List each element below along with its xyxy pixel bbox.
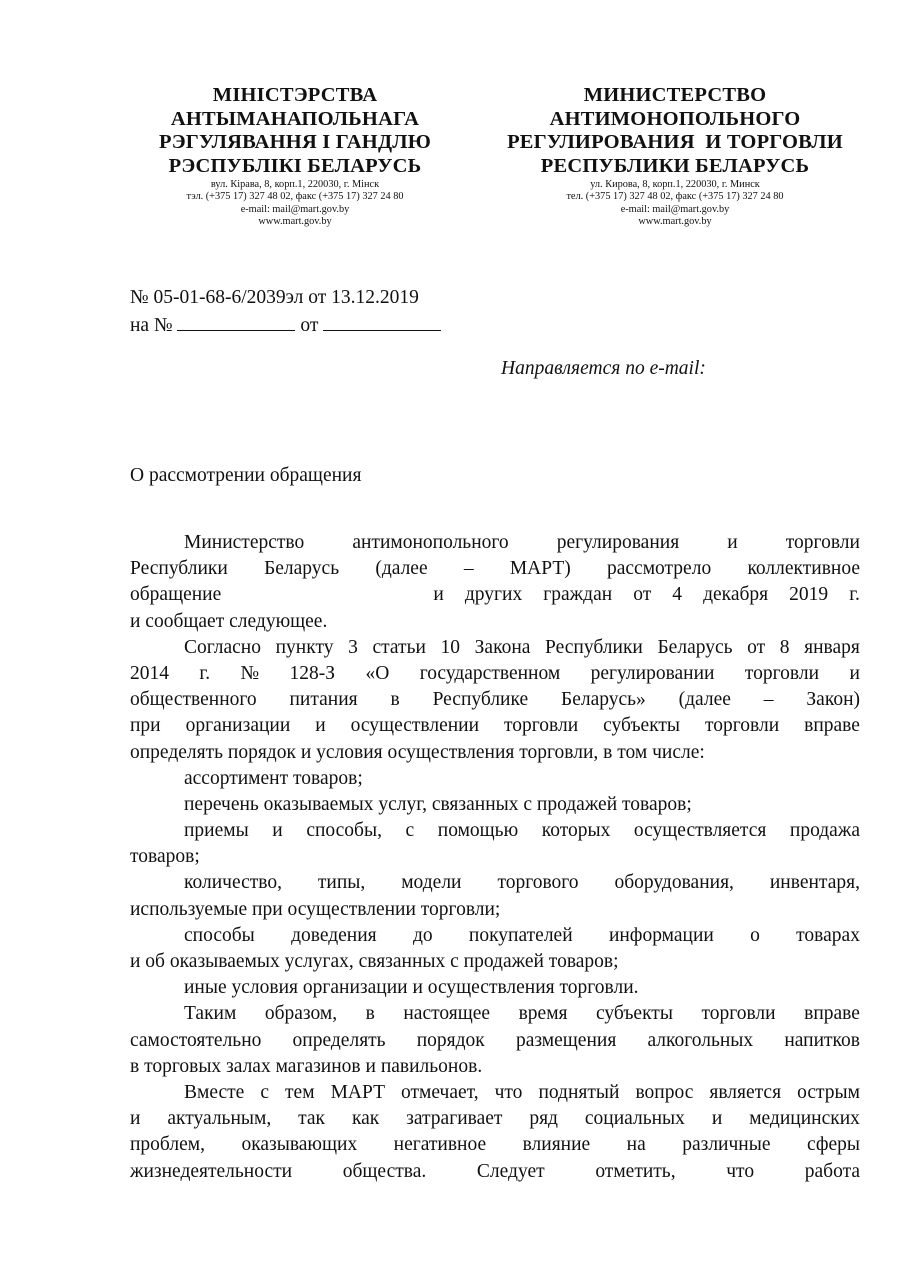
word: продажа — [789, 820, 860, 842]
word: Республики — [130, 558, 228, 580]
body-line: перечень оказываемых услуг, связанных с продажей товаров; — [184, 793, 692, 815]
word: от — [747, 636, 766, 658]
word: так — [298, 1108, 326, 1130]
letter-subject: О рассмотрении обращения — [130, 465, 362, 486]
word: с — [260, 1081, 269, 1103]
word: при — [130, 715, 161, 737]
word: и — [727, 532, 738, 553]
word: г. — [199, 662, 211, 684]
word: (далее — [375, 558, 428, 580]
word: товарах — [796, 924, 860, 946]
word: рассмотрело — [607, 558, 712, 580]
ministry-name-ru — [490, 84, 860, 178]
word: торговли — [785, 532, 860, 553]
word: статьи — [372, 636, 426, 658]
ministry-name-line: РЕСПУБЛИКИ БЕЛАРУСЬ — [540, 154, 810, 177]
redacted-gap — [242, 582, 412, 608]
letterhead-russian — [490, 84, 860, 229]
word: Беларусь — [264, 558, 340, 580]
reply-number-blank — [177, 312, 295, 331]
word: оборудования, — [614, 872, 734, 894]
word: осуществлении — [350, 715, 480, 737]
word: Следует — [476, 1160, 545, 1182]
reply-to-line — [130, 312, 441, 340]
word: питания — [289, 689, 358, 711]
word: – — [463, 558, 474, 580]
ministry-name-line: МІНІСТЭРСТВА — [212, 84, 378, 106]
body-line — [130, 687, 860, 713]
word: определять — [292, 1029, 386, 1051]
word: субъекты — [603, 715, 681, 737]
word: типы, — [317, 872, 366, 894]
word: вправе — [804, 1003, 860, 1025]
address: ул. Кирова, 8, корп.1, 220030, г. Минск — [590, 179, 760, 190]
body-line: товаров; — [130, 846, 200, 868]
word: способы — [184, 924, 255, 946]
word: покупателей — [468, 924, 573, 946]
word: «О — [365, 662, 390, 684]
word: торговли — [504, 715, 579, 737]
word: и — [272, 820, 283, 842]
word: настоящее — [403, 1003, 491, 1025]
word: государственном — [419, 662, 561, 684]
body-line — [130, 818, 860, 844]
email: e-mail: mail@mart.gov.by — [240, 203, 350, 215]
word: (далее — [678, 689, 731, 711]
word: вправе — [804, 715, 860, 737]
body-line: и сообщает следующее. — [130, 610, 328, 632]
word: тем — [285, 1081, 315, 1103]
word: образом, — [264, 1003, 338, 1025]
word: 10 — [440, 636, 461, 658]
website: www.mart.gov.by — [638, 216, 712, 228]
word: № — [240, 662, 260, 684]
word: января — [804, 636, 860, 658]
ministry-name-line: АНТЫМАНАПОЛЬНАГА — [170, 107, 420, 130]
word: граждан — [543, 584, 613, 606]
word: 8 — [779, 636, 790, 658]
word: отметить, — [595, 1160, 676, 1182]
word: Таким — [184, 1003, 237, 1025]
word: затрагивает — [406, 1108, 503, 1130]
word: негативное — [393, 1134, 487, 1156]
word: декабря — [703, 584, 769, 606]
ministry-name-line: РЭГУЛЯВАННЯ І ГАНДЛЮ — [158, 131, 432, 153]
body-line — [130, 870, 860, 896]
word: актуальным, — [167, 1108, 272, 1130]
ministry-name-line: МИНИСТЕРСТВО — [583, 84, 767, 106]
ministry-name-line: РЭСПУБЛІКІ БЕЛАРУСЬ — [168, 154, 422, 177]
word: до — [412, 924, 433, 946]
word: г. — [849, 584, 860, 606]
ministry-name-line: АНТИМОНОПОЛЬНОГО — [549, 107, 801, 130]
reference-block — [130, 284, 441, 340]
word: обращение — [130, 584, 222, 606]
word: влияние — [522, 1134, 591, 1156]
word: регулировании — [590, 662, 715, 684]
body-line — [130, 1106, 860, 1132]
address: вул. Кірава, 8, корп.1, 220030, г. Мінск — [210, 179, 380, 190]
word: и — [315, 715, 326, 737]
body-line — [130, 556, 860, 582]
word: размещения — [515, 1029, 617, 1051]
word: что — [494, 1081, 523, 1103]
body-line — [130, 923, 860, 949]
word: поднятый — [538, 1081, 620, 1103]
word: вопрос — [635, 1081, 694, 1103]
word: организации — [185, 715, 291, 737]
body-line — [130, 1028, 860, 1054]
contact-block-ru — [490, 179, 860, 229]
word: отмечает, — [401, 1081, 479, 1103]
word: 2014 — [130, 662, 169, 684]
word: 4 — [672, 584, 683, 606]
word: социальных — [584, 1108, 685, 1130]
word: торговли — [744, 662, 820, 684]
word: количество, — [184, 872, 282, 894]
word: оказывающих — [241, 1134, 358, 1156]
body-line — [130, 530, 860, 556]
word: является — [709, 1081, 782, 1103]
word: Министерство — [184, 532, 305, 553]
body-line — [130, 1080, 860, 1106]
word: 3 — [348, 636, 358, 658]
word: порядок — [416, 1029, 485, 1051]
word: в — [390, 689, 400, 711]
word: коллективное — [747, 558, 860, 580]
word: алкогольных — [647, 1029, 754, 1051]
word: торговли — [701, 1003, 776, 1025]
word: торгового — [497, 872, 579, 894]
word: приемы — [184, 820, 249, 842]
word: и — [130, 1108, 141, 1130]
word: работа — [804, 1160, 860, 1182]
ministry-name-line: РЕГУЛИРОВАНИЯ И ТОРГОВЛИ — [507, 131, 843, 153]
word: антимонопольного — [352, 532, 509, 553]
word: сферы — [806, 1134, 860, 1156]
word: время — [518, 1003, 568, 1025]
body-line — [130, 713, 860, 739]
word: ряд — [529, 1108, 558, 1130]
word: что — [726, 1160, 755, 1182]
email: e-mail: mail@mart.gov.by — [620, 203, 730, 215]
body-line: определять порядок и условия осуществления торговли, в том числе: — [130, 741, 705, 763]
body-line: в торговых залах магазинов и павильонов. — [130, 1055, 483, 1077]
word: Согласно — [184, 636, 261, 658]
word: субъекты — [596, 1003, 673, 1025]
phone-fax: тэл. (+375 17) 327 48 02, факс (+375 17) 327 24 80 — [186, 191, 404, 203]
word: от — [633, 584, 652, 606]
body-line: и об оказываемых услугах, связанных с продажей товаров; — [130, 951, 619, 972]
body-line — [130, 635, 860, 661]
word: на — [626, 1134, 646, 1156]
word: с — [405, 820, 415, 842]
word: пункту — [275, 636, 334, 658]
body-line: иные условия организации и осуществления торговли. — [184, 977, 639, 999]
word: общественного — [130, 689, 257, 711]
word: торговли — [705, 715, 780, 737]
body-line — [130, 1159, 860, 1185]
word: медицинских — [749, 1108, 860, 1130]
word: МАРТ) — [509, 558, 571, 580]
word: Закон) — [806, 689, 860, 711]
word: в — [365, 1003, 375, 1025]
outgoing-number: № 05-01-68-6/2039эл от 13.12.2019 — [130, 287, 419, 308]
word: острым — [797, 1081, 860, 1103]
word: которых — [541, 820, 611, 842]
word: 2019 — [789, 584, 829, 606]
word: напитков — [784, 1029, 860, 1051]
word: доведения — [291, 924, 377, 946]
reply-date-prefix: от — [300, 315, 319, 336]
website: www.mart.gov.by — [258, 216, 332, 228]
word: Республике — [432, 689, 529, 711]
word: различные — [682, 1134, 771, 1156]
word: проблем, — [130, 1134, 205, 1156]
word: как — [351, 1108, 380, 1130]
word: о — [750, 924, 760, 946]
body-line: ассортимент товаров; — [184, 767, 363, 789]
word: Вместе — [184, 1081, 245, 1103]
body-line: используемые при осуществлении торговли; — [130, 898, 501, 920]
reply-to-prefix: на № — [130, 315, 173, 336]
letterhead-belarusian — [130, 84, 460, 229]
word: регулирования — [556, 532, 680, 553]
word: общества. — [342, 1160, 427, 1182]
word: информации — [608, 924, 714, 946]
body-line — [130, 582, 860, 608]
word: способы, — [306, 820, 382, 842]
word: осуществляется — [633, 820, 767, 842]
word: и — [433, 584, 444, 606]
phone-fax: тел. (+375 17) 327 48 02, факс (+375 17) 327 24 80 — [566, 191, 784, 203]
delivery-note: Направляется по e-mail: — [501, 358, 706, 379]
body-line — [130, 661, 860, 687]
word: – — [763, 689, 774, 711]
word: жизнедеятельности — [130, 1160, 293, 1182]
word: других — [464, 584, 523, 606]
word: МАРТ — [330, 1081, 385, 1103]
word: Республики — [545, 636, 643, 658]
word: и — [711, 1108, 723, 1130]
word: инвентаря, — [769, 872, 860, 894]
letter-body — [130, 530, 860, 1185]
word: и — [849, 662, 860, 684]
word: помощью — [437, 820, 519, 842]
word: Беларусь — [657, 636, 733, 658]
word: самостоятельно — [130, 1029, 262, 1051]
body-line — [130, 1132, 860, 1158]
ministry-name-by — [130, 84, 460, 178]
body-line — [130, 1001, 860, 1027]
word: модели — [401, 872, 462, 894]
word: Закона — [474, 636, 531, 658]
word: 128-З — [289, 662, 336, 684]
word: Беларусь» — [561, 689, 646, 711]
reply-date-blank — [323, 312, 441, 331]
contact-block-by — [130, 179, 460, 229]
